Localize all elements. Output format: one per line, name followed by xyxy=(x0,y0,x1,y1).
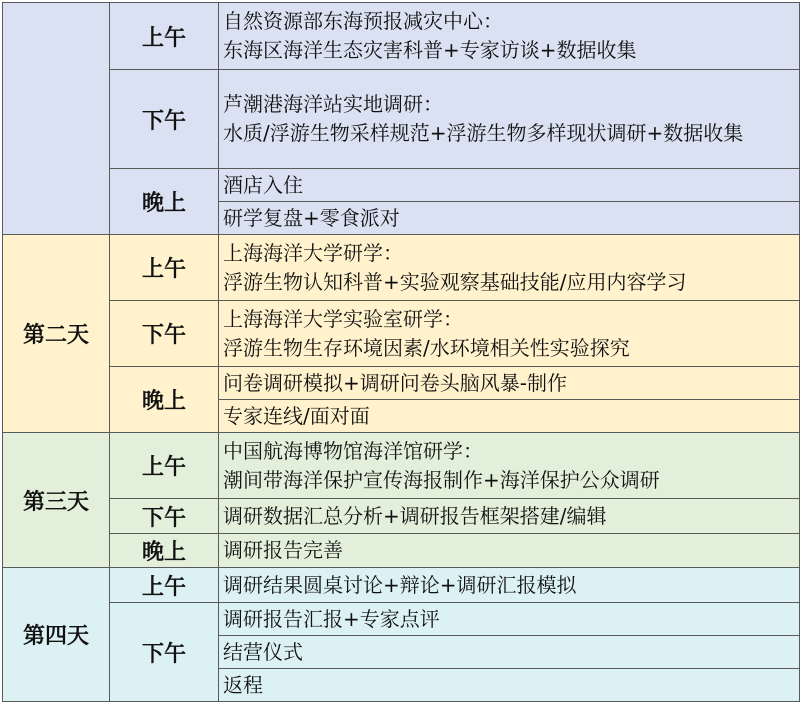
time-slot-label: 下午 xyxy=(110,70,219,169)
time-slot-label: 上午 xyxy=(110,3,219,70)
time-slot-label: 下午 xyxy=(110,603,219,702)
table-row xyxy=(3,3,800,70)
activity-cell: 酒店入住 xyxy=(219,169,800,202)
table-row xyxy=(3,169,800,202)
table-row xyxy=(3,603,800,636)
activity-line: 潮间带海洋保护宣传海报制作+海洋保护公众调研 xyxy=(223,467,660,492)
time-slot-label: 上午 xyxy=(110,568,219,603)
day-label xyxy=(3,3,110,235)
time-slot-label: 晚上 xyxy=(110,367,219,433)
activity-cell: 调研报告完善 xyxy=(219,534,800,568)
time-slot-label: 下午 xyxy=(110,499,219,534)
activity-line: 浮游生物生存环境因素/水环境相关性实验探究 xyxy=(223,335,630,360)
activity-line: 东海区海洋生态灾害科普+专家访谈+数据收集 xyxy=(223,38,637,62)
table-row xyxy=(3,235,800,301)
activity-line: 上海海洋大学研学： xyxy=(223,240,403,265)
activity-cell: 结营仪式 xyxy=(219,636,800,669)
day-label: 第三天 xyxy=(3,433,110,568)
table-row xyxy=(3,499,800,534)
table-row xyxy=(3,568,800,603)
activity-cell: 调研报告汇报+专家点评 xyxy=(219,603,800,636)
activity-cell: 返程 xyxy=(219,669,800,702)
activity-line: 芦潮港海洋站实地调研： xyxy=(223,92,443,116)
activity-cell: 研学复盘+零食派对 xyxy=(219,202,800,235)
activity-line: 水质/浮游生物采样规范+浮游生物多样现状调研+数据收集 xyxy=(223,121,744,145)
time-slot-label: 晚上 xyxy=(110,534,219,568)
time-slot-label: 上午 xyxy=(110,235,219,301)
activity-line: 上海海洋大学实验室研学： xyxy=(223,306,463,331)
activity-cell xyxy=(219,3,800,70)
day-label: 第四天 xyxy=(3,568,110,702)
table-row xyxy=(3,534,800,568)
activity-cell xyxy=(219,70,800,169)
table-row xyxy=(3,367,800,400)
activity-cell: 调研结果圆桌讨论+辩论+调研汇报模拟 xyxy=(219,568,800,603)
time-slot-label: 上午 xyxy=(110,433,219,499)
itinerary-table xyxy=(2,2,800,702)
activity-line: 中国航海博物馆海洋馆研学： xyxy=(223,438,483,463)
activity-cell xyxy=(219,433,800,499)
table-row xyxy=(3,433,800,499)
activity-cell xyxy=(219,235,800,301)
activity-cell xyxy=(219,301,800,367)
time-slot-label: 晚上 xyxy=(110,169,219,235)
time-slot-label: 下午 xyxy=(110,301,219,367)
activity-cell: 调研数据汇总分析+调研报告框架搭建/编辑 xyxy=(219,499,800,534)
table-row xyxy=(3,70,800,169)
activity-line: 浮游生物认知科普+实验观察基础技能/应用内容学习 xyxy=(223,269,687,294)
activity-cell: 问卷调研模拟+调研问卷头脑风暴-制作 xyxy=(219,367,800,400)
activity-line: 自然资源部东海预报减灾中心： xyxy=(223,9,503,33)
table-row xyxy=(3,301,800,367)
day-label: 第二天 xyxy=(3,235,110,433)
activity-cell: 专家连线/面对面 xyxy=(219,400,800,433)
